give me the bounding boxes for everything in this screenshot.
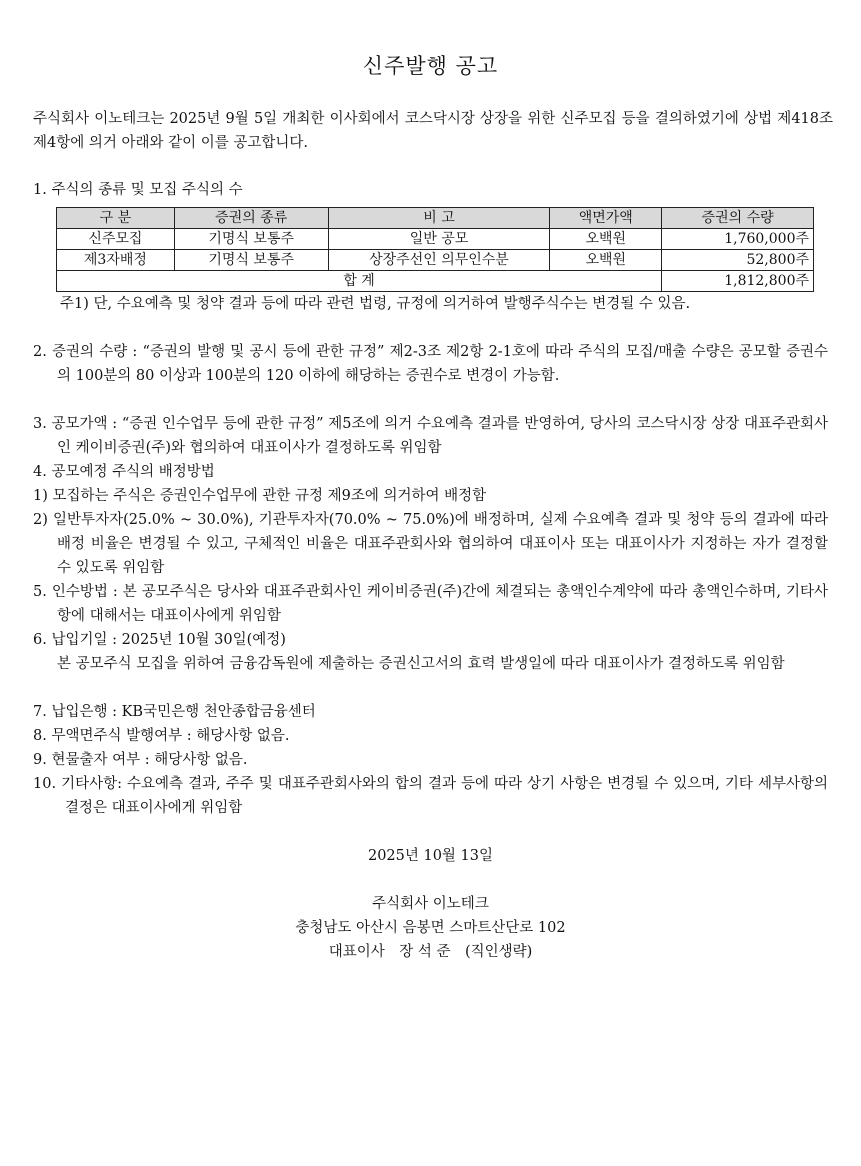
table-cell: 오백원 — [550, 250, 662, 271]
notice-date: 2025년 10월 13일 — [367, 848, 494, 864]
item-6: 6. 납입기일 : 2025년 10월 30일(예정) — [33, 632, 286, 648]
item-2: 2. 증권의 수량 : “증권의 발행 및 공시 등에 관한 규정” 제2-3조 제2항 2-1호에 따라 주식의 모집/매출 수량은 공모할 증권수의 100분의 80 이상과 100분의 120 이하에 해당하는 증권수로 변경이 가능함. — [33, 344, 828, 384]
table-header-cell: 증권의 종류 — [174, 208, 328, 229]
shares-table — [56, 207, 814, 292]
item-4-1: 1) 모집하는 주식은 증권인수업무에 관한 규정 제9조에 의거하여 배정함 — [33, 488, 487, 504]
table-header-cell: 증권의 수량 — [662, 208, 814, 229]
table-header-cell: 비 고 — [328, 208, 550, 229]
table-row — [57, 229, 814, 250]
table-cell: 일반 공모 — [328, 229, 550, 250]
table-cell: 오백원 — [550, 229, 662, 250]
table-header-cell: 액면가액 — [550, 208, 662, 229]
item-4-2: 2) 일반투자자(25.0% ~ 30.0%), 기관투자자(70.0% ~ 75.0%)에 배정하며, 실제 수요예측 결과 및 청약 등의 결과에 따라 배정 비율은 변경될 수 있고, 구체적인 비율은 대표주관회사와 협의하여 대표이사 또는 대표이사가 지정하는 자가 결정할 수 있도록 위임함 — [33, 512, 828, 576]
table-cell: 52,800주 — [662, 250, 814, 271]
item-6-detail: 본 공모주식 모집을 위하여 금융감독원에 제출하는 증권신고서의 효력 발생일에 따라 대표이사가 결정하도록 위임함 — [57, 656, 785, 672]
item-3: 3. 공모가액 : “증권 인수업무 등에 관한 규정” 제5조에 의거 수요예측 결과를 반영하여, 당사의 코스닥시장 상장 대표주관회사인 케이비증권(주)와 협의하여 대표이사가 결정하도록 위임함 — [33, 416, 828, 456]
table-total-value: 1,812,800주 — [662, 271, 814, 292]
item-5: 5. 인수방법 : 본 공모주식은 당사와 대표주관회사인 케이비증권(주)간에 체결되는 총액인수계약에 따라 총액인수하며, 기타사항에 대해서는 대표이사에게 위임함 — [33, 584, 828, 624]
item-7: 7. 납입은행 : KB국민은행 천안종합금융센터 — [33, 704, 316, 720]
item-4: 4. 공모예정 주식의 배정방법 — [33, 464, 215, 480]
table-header-row — [57, 208, 814, 229]
representative-line: 대표이사 장 석 준 (직인생략) — [328, 944, 533, 960]
table-note: 주1) 단, 수요예측 및 청약 결과 등에 따라 관련 법령, 규정에 의거하여 발행주식수는 변경될 수 있음. — [60, 296, 691, 312]
table-cell: 신주모집 — [57, 229, 175, 250]
intro-paragraph: 주식회사 이노테크는 2025년 9월 5일 개최한 이사회에서 코스닥시장 상장을 위한 신주모집 등을 결의하였기에 상법 제418조 제4항에 의거 아래와 같이 이를 공고합니다. — [33, 111, 833, 151]
item-10: 10. 기타사항: 수요예측 결과, 주주 및 대표주관회사와의 합의 결과 등에 따라 상기 사항은 변경될 수 있으며, 기타 세부사항의 결정은 대표이사에게 위임함 — [33, 776, 828, 816]
table-cell: 기명식 보통주 — [174, 229, 328, 250]
company-name: 주식회사 이노테크 — [372, 896, 489, 912]
table-header-cell: 구 분 — [57, 208, 175, 229]
page-title: 신주발행 공고 — [362, 54, 499, 78]
table-cell: 제3자배정 — [57, 250, 175, 271]
section1-heading: 1. 주식의 종류 및 모집 주식의 수 — [33, 182, 243, 198]
table-total-label: 합 계 — [57, 271, 662, 292]
table-total-row — [57, 271, 814, 292]
table-cell: 1,760,000주 — [662, 229, 814, 250]
table-cell: 기명식 보통주 — [174, 250, 328, 271]
table-cell: 상장주선인 의무인수분 — [328, 250, 550, 271]
company-address: 충청남도 아산시 음봉면 스마트산단로 102 — [295, 920, 566, 936]
item-9: 9. 현물출자 여부 : 해당사항 없음. — [33, 752, 248, 768]
table-row — [57, 250, 814, 271]
item-8: 8. 무액면주식 발행여부 : 해당사항 없음. — [33, 728, 290, 744]
